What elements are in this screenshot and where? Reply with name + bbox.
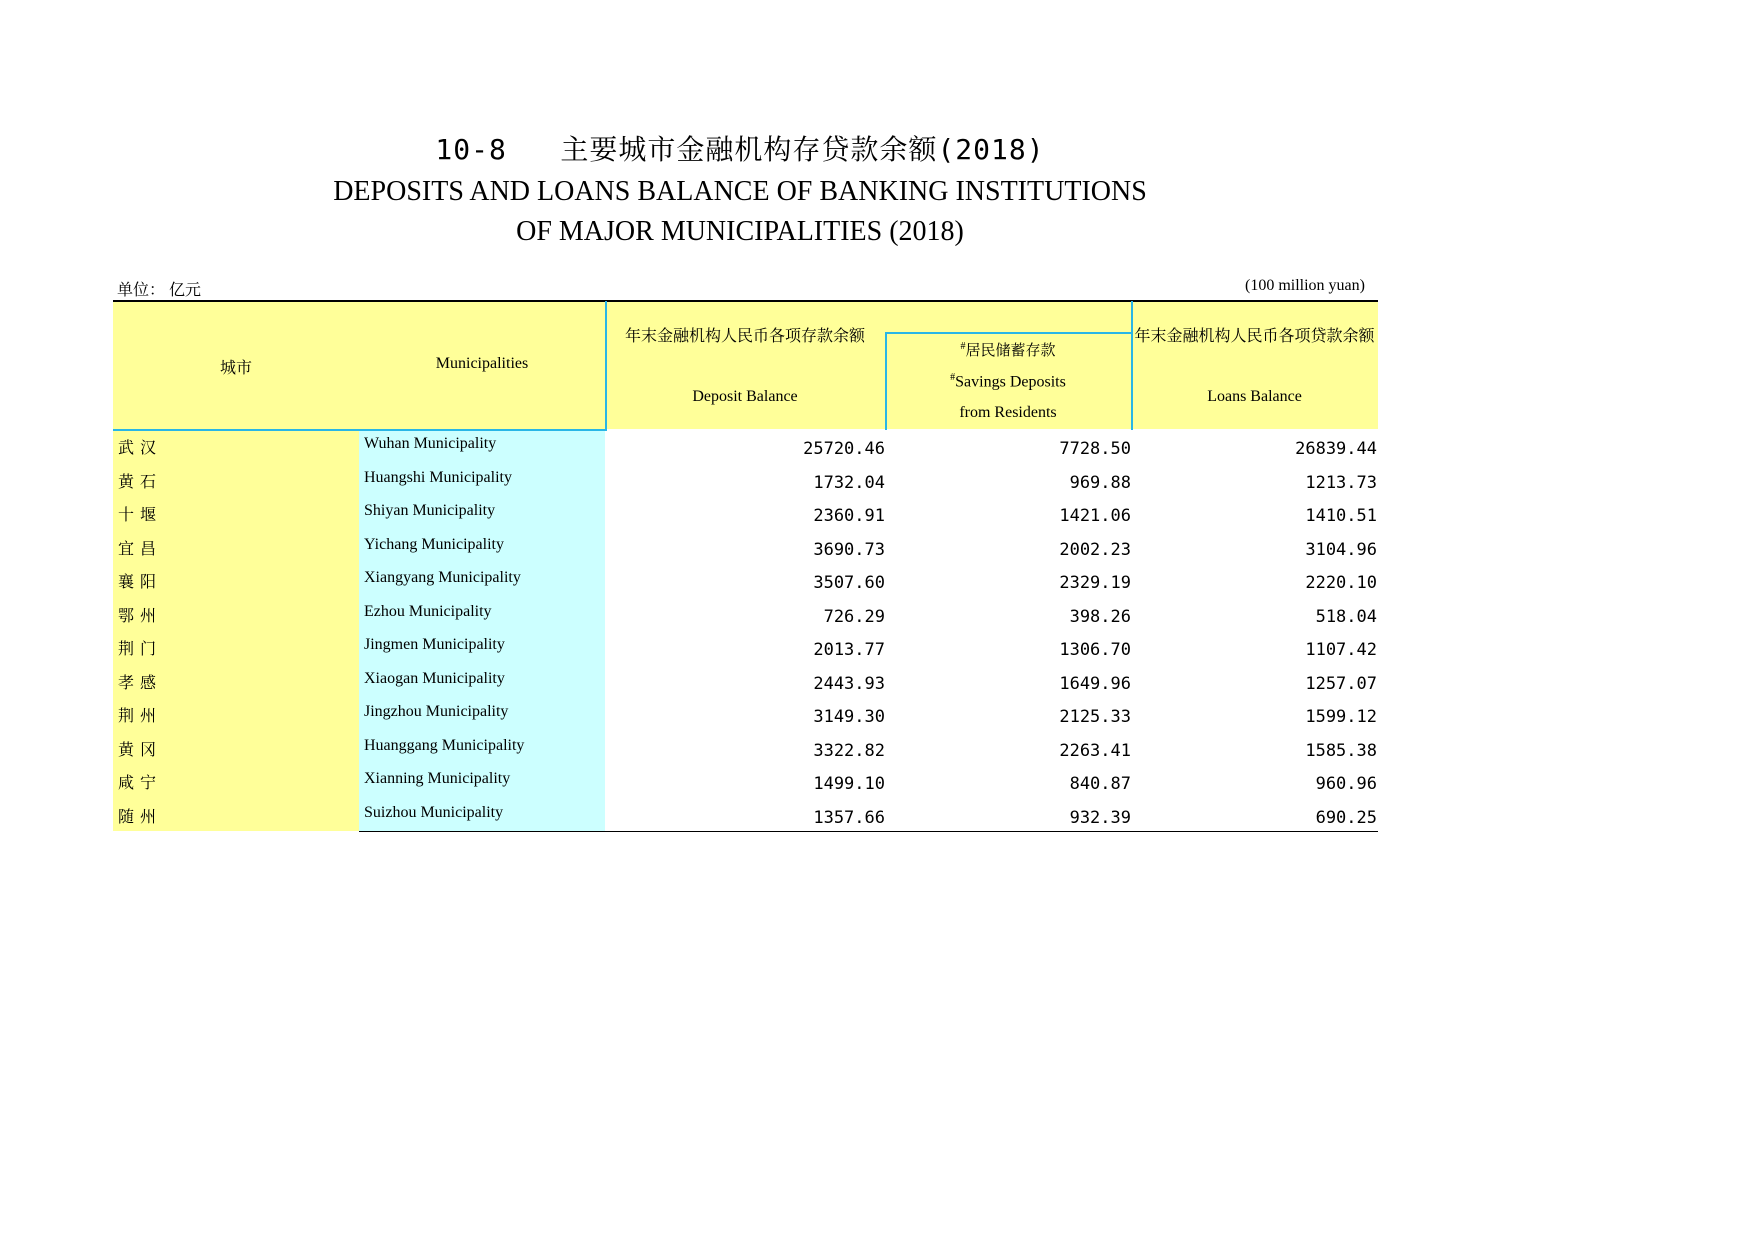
savings-cell: 2002.23 [1059,539,1131,560]
loans-cell: 690.25 [1315,807,1377,828]
header-deposit-en: Deposit Balance [692,388,798,405]
header-municipalities-label: Municipalities [435,355,529,372]
selection-border [885,332,1133,334]
table-row [113,565,1378,599]
deposit-cell: 3507.60 [813,573,885,593]
deposit-cell: 2443.93 [813,673,885,694]
selection-border [605,301,607,430]
table-row [113,632,1378,666]
municipality-cell: Suizhou Municipality [364,803,504,821]
city-cell: 黄石 [118,473,163,491]
city-cell: 宜昌 [118,540,163,558]
header-loans-cn: 年末金融机构人民币各项贷款余额 [1134,328,1375,345]
header-savings-top-cell [885,301,1131,333]
table-row [113,532,1378,566]
savings-cell: 969.88 [1069,472,1131,493]
page-title-en-line2: OF MAJOR MUNICIPALITIES (2018) [516,216,964,247]
table-row [113,766,1378,800]
savings-cell: 840.87 [1069,774,1131,794]
municipality-cell: Ezhou Municipality [364,602,492,620]
table-row [113,465,1378,499]
municipality-cell: Jingzhou Municipality [364,703,509,720]
table-row [113,666,1378,700]
loans-cell: 3104.96 [1305,539,1377,560]
city-cell: 荆州 [118,708,163,725]
deposit-cell: 1732.04 [813,472,885,493]
loans-cell: 1599.12 [1305,707,1377,727]
municipality-cell: Xiangyang Municipality [364,569,521,586]
deposit-cell: 2360.91 [813,506,885,526]
page-title-cn [0,128,1480,168]
savings-mark: # [960,341,966,352]
table-number: 10-8 [435,133,507,166]
deposit-cell: 1357.66 [813,807,885,828]
city-cell: 孝感 [118,674,163,692]
header-loans-en: Loans Balance [1207,388,1302,405]
municipality-cell: Huanggang Municipality [364,736,525,754]
header-deposit-cell [605,301,885,429]
deposit-cell: 3322.82 [813,740,885,761]
city-cell: 黄冈 [118,741,163,759]
header-savings-en2: from Residents [959,404,1057,421]
loans-cell: 518.04 [1315,606,1377,627]
savings-mark: # [950,372,956,383]
loans-cell: 1410.51 [1305,506,1377,526]
savings-cell: 7728.50 [1059,439,1131,459]
loans-cell: 26839.44 [1295,439,1377,459]
header-city-label: 城市 [219,360,252,377]
savings-cell: 2125.33 [1059,707,1131,727]
deposit-cell: 726.29 [823,606,885,627]
table-row [113,733,1378,767]
deposit-cell: 3690.73 [813,539,885,560]
header-savings-cn: #居民储蓄存款 [960,341,1056,359]
municipality-cell: Jingmen Municipality [364,636,505,653]
title-year: (2018) [937,133,1045,166]
table-row [113,431,1378,465]
municipality-cell: Xianning Municipality [364,770,511,787]
table-row [113,599,1378,633]
header-savings-en1: #Savings Deposits [950,372,1066,391]
table-row [113,800,1378,834]
selection-border [1131,301,1133,430]
deposit-cell: 1499.10 [813,774,885,794]
city-cell: 咸宁 [118,775,163,792]
loans-cell: 1107.42 [1305,640,1377,660]
savings-cell: 2263.41 [1059,740,1131,761]
deposit-cell: 2013.77 [813,640,885,660]
savings-cell: 1421.06 [1059,506,1131,526]
savings-cell: 2329.19 [1059,573,1131,593]
municipality-cell: Wuhan Municipality [364,435,497,452]
loans-cell: 1585.38 [1305,740,1377,761]
city-cell: 襄阳 [118,574,163,591]
loans-cell: 1213.73 [1305,472,1377,493]
municipality-cell: Xiaogan Municipality [364,669,505,687]
table-bottom-rule [359,831,1378,832]
city-cell: 鄂州 [118,607,163,625]
loans-cell: 1257.07 [1305,673,1377,694]
city-cell: 荆门 [118,641,163,658]
unit-label-en: (100 million yuan) [1245,277,1365,294]
city-cell: 十堰 [118,507,163,524]
city-cell: 武汉 [118,440,163,457]
deposit-cell: 25720.46 [803,439,885,459]
savings-cell: 1649.96 [1059,673,1131,694]
savings-cell: 932.39 [1069,807,1131,828]
page-title-en-line1: DEPOSITS AND LOANS BALANCE OF BANKING INSTITUTIONS [333,176,1147,207]
savings-cell: 398.26 [1069,606,1131,627]
loans-cell: 960.96 [1315,774,1377,794]
municipality-cell: Huangshi Municipality [364,468,512,486]
savings-cell: 1306.70 [1059,640,1131,660]
unit-label-cn: 单位： 亿元 [117,282,202,299]
table-row [113,498,1378,532]
deposit-cell: 3149.30 [813,707,885,727]
header-loans-cell [1131,301,1378,429]
header-deposit-cn: 年末金融机构人民币各项存款余额 [624,328,865,345]
loans-cell: 2220.10 [1305,573,1377,593]
table-body [113,431,1378,833]
municipality-cell: Yichang Municipality [364,535,504,553]
municipality-cell: Shiyan Municipality [364,502,496,519]
table-top-rule [113,300,1378,302]
city-cell: 随州 [118,808,163,826]
title-cn-text: 主要城市金融机构存贷款余额 [560,133,938,166]
table-row [113,699,1378,733]
